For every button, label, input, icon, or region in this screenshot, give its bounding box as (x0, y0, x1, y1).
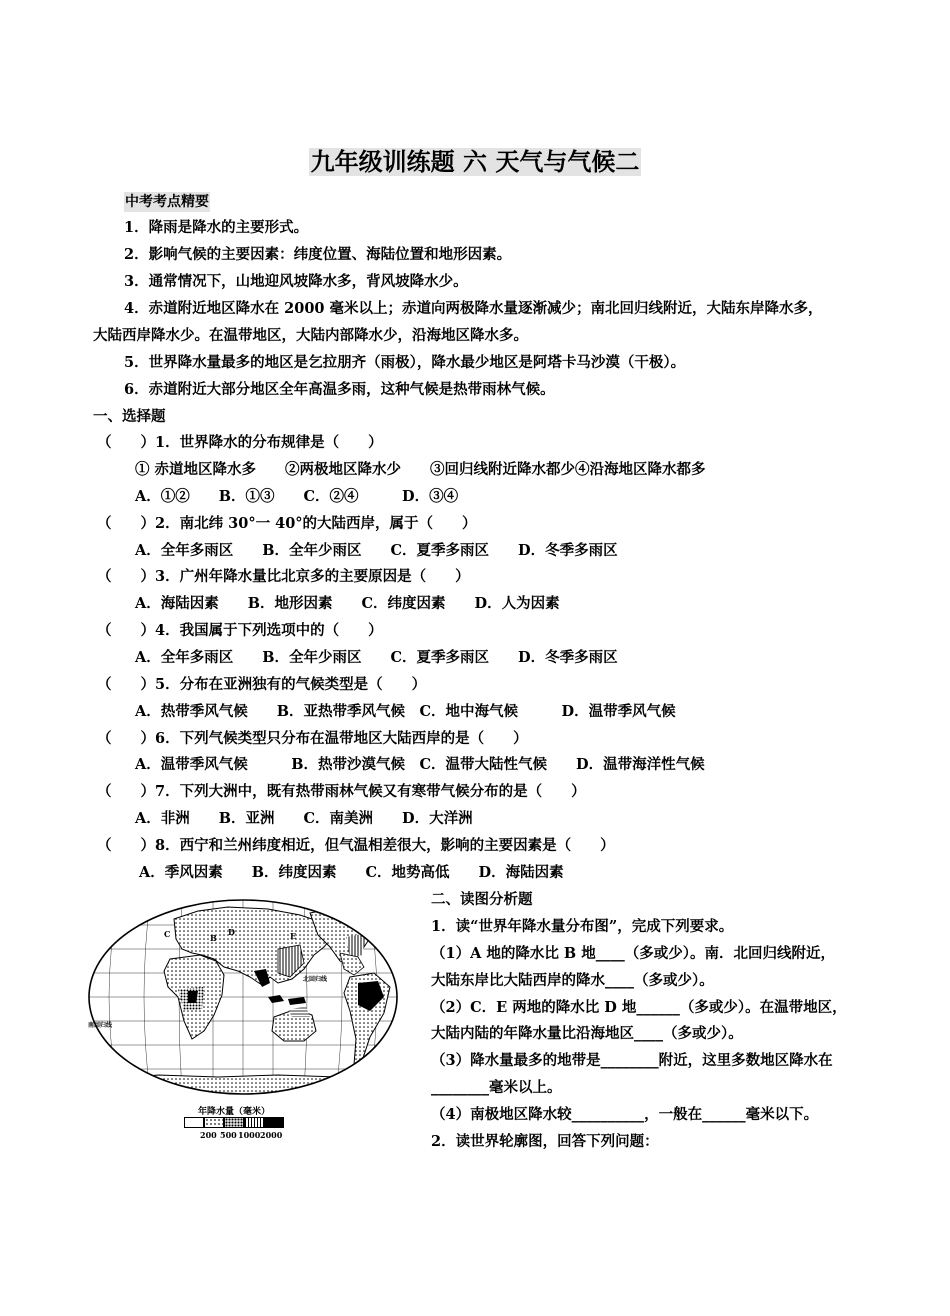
map-label-c: C (164, 929, 171, 939)
key-point-6: 6．赤道附近大部分地区全年高温多雨，这种气候是热带雨林气候。 (124, 381, 555, 398)
map-question-1-4: （4）南极地区降水较__________，一般在______毫米以下。 (431, 1106, 819, 1123)
legend-value-2000: 2000 (260, 1130, 283, 1140)
question-5: （ ）5．分布在亚洲独有的气候类型是（ ） (97, 676, 427, 693)
legend-swatch-5 (264, 1117, 284, 1128)
section-1-heading: 一、选择题 (93, 408, 166, 425)
map-question-1-3-cont: ________毫米以上。 (431, 1079, 562, 1096)
legend-swatch-4 (244, 1117, 264, 1128)
question-5-options: A．热带季风气候 B．亚热带季风气候 C．地中海气候 D．温带季风气候 (135, 703, 676, 720)
key-points-heading: 中考考点精要 (125, 194, 209, 210)
key-point-4: 4．赤道附近地区降水在 2000 毫米以上；赤道向两极降水量逐渐减少；南北回归线附近，大陆东岸降水多， (124, 300, 823, 317)
question-8: （ ）8．西宁和兰州纬度相近，但气温相差很大，影响的主要因素是（ ） (97, 837, 615, 854)
map-question-2: 2．读世界轮廓图，回答下列问题： (431, 1133, 659, 1150)
legend-swatch-1 (184, 1117, 204, 1128)
page-title (0, 146, 950, 178)
key-point-2: 2．影响气候的主要因素：纬度位置、海陆位置和地形因素。 (124, 246, 512, 263)
map-question-1-1: （1）A 地的降水比 B 地____（多或少）。南．北回归线附近， (431, 945, 835, 962)
map-question-1-1-cont: 大陆东岸比大陆西岸的降水____（多或少）。 (431, 972, 714, 989)
legend-value-1000: 1000 (238, 1130, 261, 1140)
question-6: （ ）6．下列气候类型只分布在温带地区大陆西岸的是（ ） (97, 730, 528, 747)
tropic-of-capricorn-label: 南回归线 (88, 1022, 113, 1029)
map-question-1-2-cont: 大陆内陆的年降水量比沿海地区____（多或少）。 (431, 1025, 743, 1042)
question-1-items: ① 赤道地区降水多 ②两极地区降水少 ③回归线附近降水都少④沿海地区降水都多 (135, 461, 706, 478)
legend-value-500: 500 (220, 1130, 237, 1140)
map-label-e: E (290, 931, 297, 941)
legend-value-200: 200 (200, 1130, 217, 1140)
map-question-1-3: （3）降水量最多的地带是________附近，这里多数地区降水在 (431, 1052, 833, 1069)
page-title-text: 九年级训练题 六 天气与气候二 (310, 148, 640, 176)
map-label-d: D (228, 927, 235, 937)
tropic-of-cancer-label: 北回归线 (303, 976, 328, 983)
legend-swatch-3 (224, 1117, 244, 1128)
section-2-heading: 二、读图分析题 (431, 891, 533, 908)
question-2-options: A．全年多雨区 B．全年少雨区 C．夏季多雨区 D．冬季多雨区 (135, 542, 618, 559)
map-label-b: B (210, 933, 217, 943)
key-point-3: 3．通常情况下，山地迎风坡降水多，背风坡降水少。 (124, 273, 468, 290)
question-3-options: A．海陆因素 B．地形因素 C．纬度因素 D．人为因素 (135, 595, 560, 612)
question-7-options: A．非洲 B．亚洲 C．南美洲 D．大洋洲 (135, 810, 473, 827)
legend-title: 年降水量（毫米） (197, 1107, 270, 1117)
legend-swatch-2 (204, 1117, 224, 1128)
question-2: （ ）2．南北纬 30°一 40°的大陆西岸，属于（ ） (97, 515, 477, 532)
key-point-4-cont: 大陆西岸降水少。在温带地区，大陆内部降水少，沿海地区降水多。 (93, 327, 528, 344)
question-1-options: A．①② B．①③ C．②④ D．③④ (135, 488, 459, 505)
key-point-5: 5．世界降水量最多的地区是乞拉朋齐（雨极），降水最少地区是阿塔卡马沙漠（干极）。 (124, 354, 686, 371)
question-1: （ ）1．世界降水的分布规律是（ ） (97, 434, 383, 451)
question-4-options: A．全年多雨区 B．全年少雨区 C．夏季多雨区 D．冬季多雨区 (135, 649, 618, 666)
map-question-1: 1．读“世界年降水量分布图”，完成下列要求。 (431, 918, 734, 935)
question-6-options: A．温带季风气候 B．热带沙漠气候 C．温带大陆性气候 D．温带海洋性气候 (135, 756, 705, 773)
map-label-a: A (190, 990, 197, 1000)
question-8-options: A．季风因素 B．纬度因素 C．地势高低 D．海陆因素 (139, 864, 564, 881)
question-7: （ ）7．下列大洲中，既有热带雨林气候又有寒带气候分布的是（ ） (97, 783, 586, 800)
map-question-1-2: （2）C．E 两地的降水比 D 地______（多或少）。在温带地区， (431, 999, 847, 1016)
key-point-1: 1．降雨是降水的主要形式。 (124, 219, 309, 236)
question-4: （ ）4．我国属于下列选项中的（ ） (97, 622, 383, 639)
question-3: （ ）3．广州年降水量比北京多的主要原因是（ ） (97, 568, 470, 585)
